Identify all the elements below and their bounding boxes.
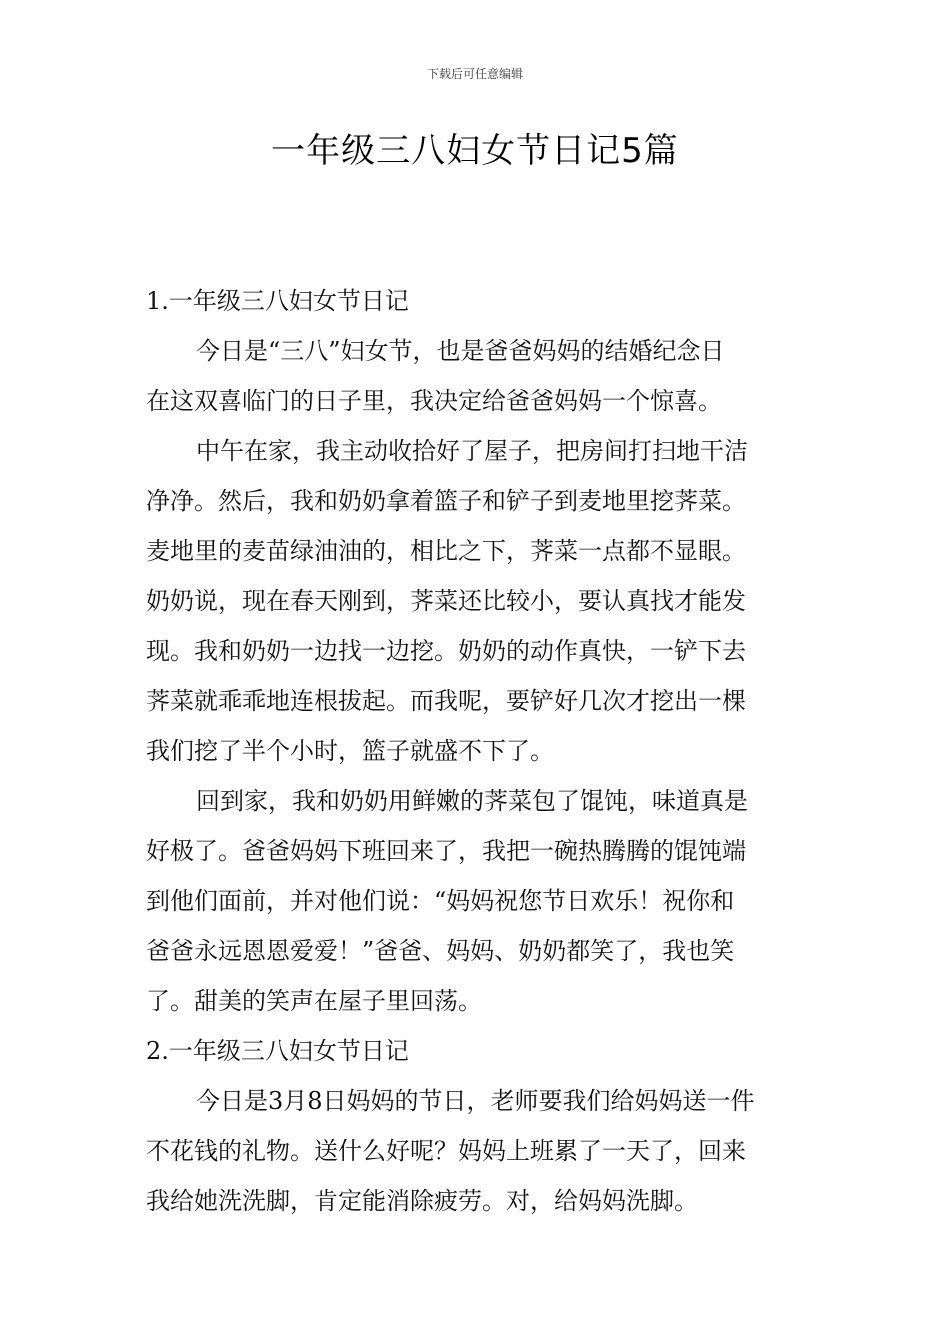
document-title: 一年级三八妇女节日记5篇 — [271, 131, 679, 171]
paragraph-line: 在这双喜临门的日子里，我决定给爸爸妈妈一个惊喜。 — [146, 387, 722, 415]
paragraph-line: 了。甜美的笑声在屋子里回荡。 — [146, 987, 482, 1015]
paragraph-line: 我们挖了半个小时，篮子就盛不下了。 — [146, 737, 554, 765]
paragraph-line: 中午在家，我主动收拾好了屋子，把房间打扫地干洁 — [196, 437, 748, 465]
paragraph-line: 今日是“三八”妇女节，也是爸爸妈妈的结婚纪念日 — [196, 337, 725, 365]
paragraph-line: 我给她洗洗脚，肯定能消除疲劳。对，给妈妈洗脚。 — [146, 1187, 698, 1215]
section-heading-1: 1.一年级三八妇女节日记 — [146, 287, 409, 315]
paragraph-line: 净净。然后，我和奶奶拿着篮子和铲子到麦地里挖荠菜。 — [146, 487, 746, 515]
paragraph-line: 回到家，我和奶奶用鲜嫩的荠菜包了馄饨，味道真是 — [196, 787, 748, 815]
paragraph-line: 麦地里的麦苗绿油油的，相比之下，荠菜一点都不显眼。 — [146, 537, 746, 565]
paragraph-line: 现。我和奶奶一边找一边挖。奶奶的动作真快，一铲下去 — [146, 637, 746, 665]
paragraph-line: 不花钱的礼物。送什么好呢？妈妈上班累了一天了，回来 — [146, 1137, 746, 1165]
paragraph-line: 荠菜就乖乖地连根拔起。而我呢，要铲好几次才挖出一棵 — [146, 687, 746, 715]
paragraph-line: 爸爸永远恩恩爱爱！”爸爸、妈妈、奶奶都笑了，我也笑 — [146, 937, 735, 965]
header-note: 下载后可任意编辑 — [426, 67, 523, 81]
paragraph-line: 奶奶说，现在春天刚到，荠菜还比较小，要认真找才能发 — [146, 587, 746, 615]
document-body — [146, 276, 806, 1226]
section-heading-2: 2.一年级三八妇女节日记 — [146, 1037, 409, 1065]
paragraph-line: 到他们面前，并对他们说：“妈妈祝您节日欢乐！祝你和 — [146, 887, 735, 915]
paragraph-line: 好极了。爸爸妈妈下班回来了，我把一碗热腾腾的馄饨端 — [146, 837, 746, 865]
paragraph-line: 今日是3月8日妈妈的节日，老师要我们给妈妈送一件 — [196, 1087, 755, 1115]
